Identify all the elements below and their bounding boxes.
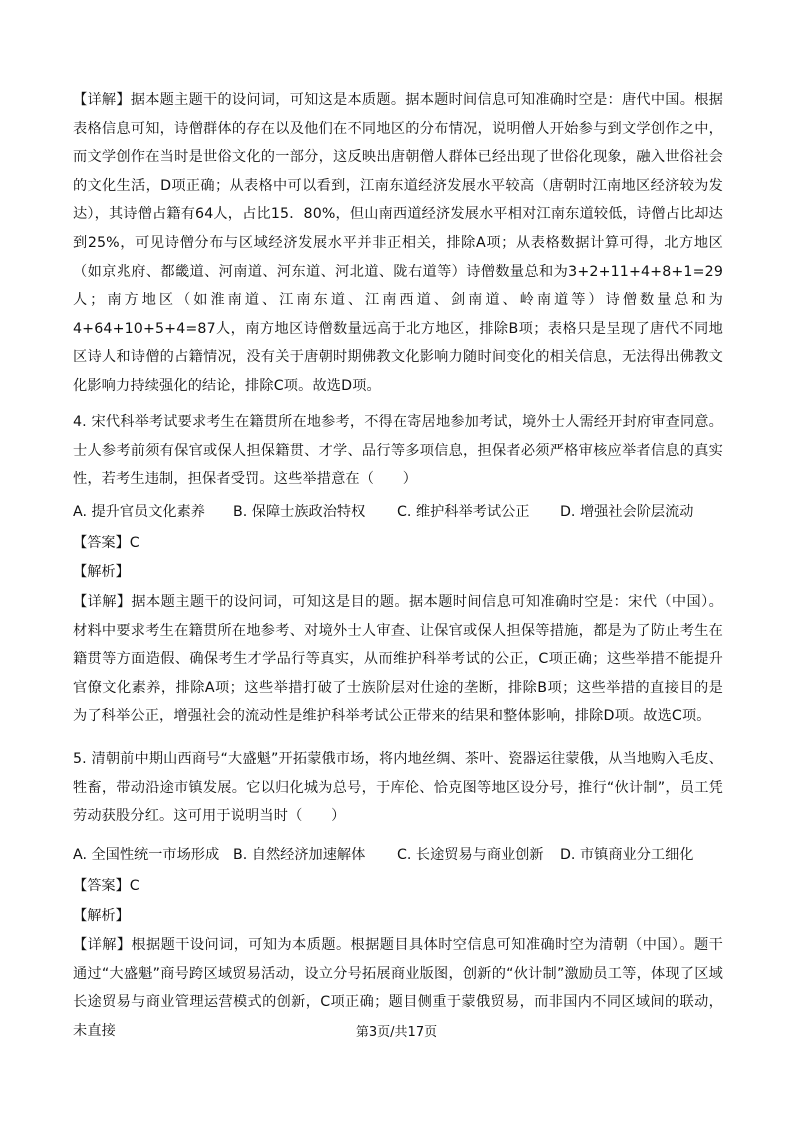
q5-stem: 5. 清朝前中期山西商号“大盛魁”开拓蒙俄市场，将内地丝绸、茶叶、瓷器运往蒙俄，从当地购入毛皮、牲畜，带动沿途市镇发展。它以归化城为总号，于库伦、恰克图等地区设分号，推行“伙计制”，员工凭劳动获股分红。这可用于说明当时（ ）: [73, 751, 724, 825]
q4-options: [73, 502, 733, 522]
q4-analysis-label: 【解析】: [73, 564, 130, 580]
q3-detail-paragraph: 【详解】据本题主题干的设问词，可知这是本质题。据本题时间信息可知准确时空是：唐代中国。根据表格信息可知，诗僧群体的存在以及他们在不同地区的分布情况，说明僧人开始参与到文学创作之中，而文学创作在当时是世俗文化的一部分，这反映出唐朝僧人群体已经出现了世俗化现象，融入世俗社会的文化生活，D项正确；从表格中可以看到，江南东道经济发展水平较高（唐朝时江南地区经济较为发达），其诗僧占籍有64人，占比15．80%，但山南西道经济发展水平相对江南东道较低，诗僧占比却达到25%，可见诗僧分布与区域经济发展水平并非正相关，排除A项；从表格数据计算可得，北方地区（如京兆府、都畿道、河南道、河东道、河北道、陇右道等）诗僧数量总和为3+2+11+4+8+1=29人；南方地区（如淮南道、江南东道、江南西道、剑南道、岭南道等）诗僧数量总和为4+64+10+5+4=87人，南方地区诗僧数量远高于北方地区，排除B项；表格只是呈现了唐代不同地区诗人和诗僧的占籍情况，没有关于唐朝时期佛教文化影响力随时间变化的相关信息，无法得出佛教文化影响力持续强化的结论，排除C项。故选D项。: [73, 92, 723, 394]
page-footer: 第3页/共17页: [355, 1025, 438, 1040]
q4-detail-paragraph: 【详解】据本题主题干的设问词，可知这是目的题。据本题时间信息可知准确时空是：宋代（中国）。材料中要求考生在籍贯所在地参考、对境外士人审查、让保官或保人担保等措施，都是为了防止考生在籍贯等方面造假、确保考生才学品行等真实，从而维护科举考试的公正，C项正确；这些举措不能提升官僚文化素养，排除A项；这些举措打破了士族阶层对仕途的垄断，排除B项；这些举措的直接目的是为了科举公正，增强社会的流动性是维护科举考试公正带来的结果和整体影响，排除D项。故选C项。: [73, 594, 723, 725]
q4-stem: 4. 宋代科举考试要求考生在籍贯所在地参考，不得在寄居地参加考试，境外士人需经开封府审查同意。士人参考前须有保官或保人担保籍贯、才学、品行等多项信息，担保者必须严格审核应举者信息的真实性，若考生违制，担保者受罚。这些举措意在（ ）: [73, 414, 723, 488]
q5-detail-paragraph: 【详解】根据题干设问词，可知为本质题。根据题目具体时空信息可知准确时空为清朝（中国）。题干通过“大盛魁”商号跨区域贸易活动，设立分号拓展商业版图，创新的“伙计制”激励员工等，体现了区域长途贸易与商业管理运营模式的创新，C项正确；题目侧重于蒙俄贸易，而非国内不同区域间的联动，未直接: [73, 937, 723, 1039]
q5-analysis-label: 【解析】: [73, 908, 130, 924]
q5-answer: 【答案】C: [73, 878, 140, 894]
q4-answer: 【答案】C: [73, 535, 140, 551]
q5-option-c: C. 长途贸易与商业创新: [397, 847, 544, 863]
q4-option-c: C. 维护科举考试公正: [397, 504, 530, 520]
q4-option-a: A. 提升官员文化素养: [73, 504, 205, 520]
q5-options: [73, 845, 733, 865]
q5-option-a: A. 全国性统一市场形成: [73, 847, 220, 863]
q5-option-b: B. 自然经济加速解体: [233, 847, 366, 863]
q5-option-d: D. 市镇商业分工细化: [560, 847, 694, 863]
q4-option-b: B. 保障士族政治特权: [233, 504, 366, 520]
q4-option-d: D. 增强社会阶层流动: [560, 504, 694, 520]
